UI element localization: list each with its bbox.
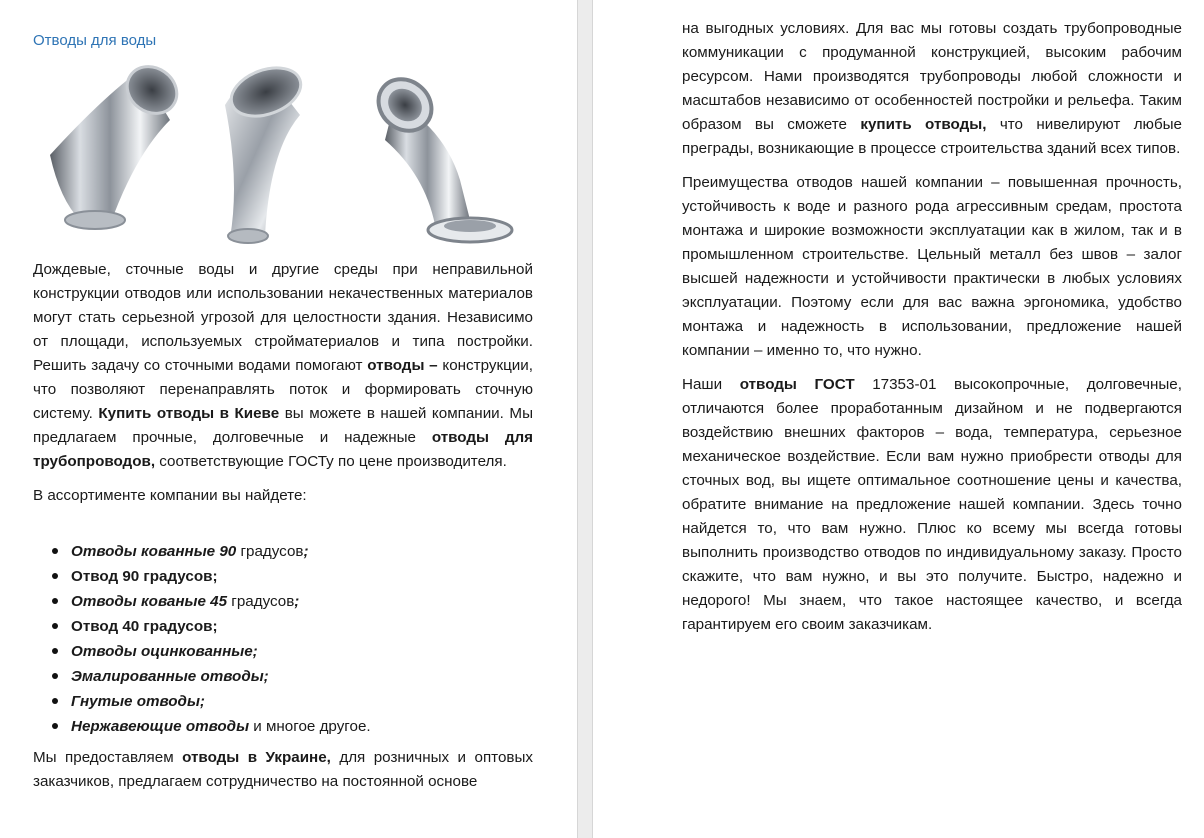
pipe-elbows-figure (40, 60, 530, 250)
paragraph-advantages: Преимущества отводов нашей компании – повышенная прочность, устойчивость к воде и разного рода агрессивным средам, простота монтажа и широкие возможности эксплуатации как в жилом, так и в промышленном строительстве. Цельный металл без швов – залог высшей надежности и устойчивости практически в любых условиях эксплуатации. Поэтому если для вас важна эргономика, удобство монтажа и надежность в использовании, предложение нашей компании – именно то, что нужно. (682, 174, 1182, 359)
document-page-right (593, 0, 1204, 838)
right-column-text (682, 17, 1182, 637)
list-item: Эмалированные отводы; (33, 664, 533, 689)
intro-paragraph (33, 258, 533, 508)
section-heading: Отводы для воды (33, 32, 157, 49)
list-item: Нержавеющие отводы и многое другое. (33, 714, 533, 739)
pipe-elbow-bend-icon (225, 60, 308, 243)
assortment-list (33, 539, 533, 739)
document-page-left (0, 0, 577, 838)
pipe-elbow-45-icon (50, 60, 186, 229)
paragraph-drainage: Дождевые, сточные воды и другие среды при неправильной конструкции отводов или использовании некачественных материалов могут стать серьезной угрозой для целостности здания. Независимо от площади, используемых стройматериалов и типа постройки. Решить задачу со сточными водами помогают отводы – конструкции, что позволяют перенаправлять поток и формировать сточную систему. Купить отводы в Киеве вы можете в нашей компании. Мы предлагаем прочные, долговечные и надежные отводы для трубопроводов, соответствующие ГОСТу по цене производителя. (33, 261, 533, 470)
list-item: Отводы кованные 90 градусов; (33, 539, 533, 564)
paragraph-ukraine: Мы предоставляем отводы в Украине, для розничных и оптовых заказчиков, предлагаем сотрудничество на постоянной основе (33, 749, 533, 790)
paragraph-assortment-lead: В ассортименте компании вы найдете: (33, 487, 307, 504)
list-item: Отвод 40 градусов; (33, 614, 533, 639)
paragraph-gost: Наши отводы ГОСТ 17353-01 высокопрочные, долговечные, отличаются более проработанным дизайном и не подвергаются воздействию внешних факторов – вода, температура, серьезное механическое воздействие. Если вам нужно приобрести отводы для сточных вод, вы ищете оптимальное соотношение цены и качества, обратите внимание на предложение нашей компании. Здесь точно найдется то, что вам нужно. Плюс ко всему мы всегда готовы выполнить производство отводов по индивидуальному заказу. Просто скажите, что вам нужно, и вы это получите. Быстро, надежно и недорого! Мы знаем, что такое настоящее качество, и всегда гарантируем его своим заказчикам. (682, 376, 1182, 633)
list-item: Отвод 90 градусов; (33, 564, 533, 589)
list-item: Отводы кованые 45 градусов; (33, 589, 533, 614)
paragraph-ukraine-block (33, 746, 533, 794)
page-gutter (577, 0, 593, 838)
paragraph-conditions: на выгодных условиях. Для вас мы готовы создать трубопроводные коммуникации с продуманной конструкцией, высоким рабочим ресурсом. Нами производятся трубопроводы любой сложности и масштабов независимо от особенностей постройки и рельефа. Таким образом вы сможете купить отводы, что нивелируют любые преграды, возникающие в процессе строительства зданий всех типов. (682, 20, 1183, 157)
pipe-elbow-clamp-flange-icon (368, 69, 512, 242)
list-item: Отводы оцинкованные; (33, 639, 533, 664)
list-item: Гнутые отводы; (33, 689, 533, 714)
